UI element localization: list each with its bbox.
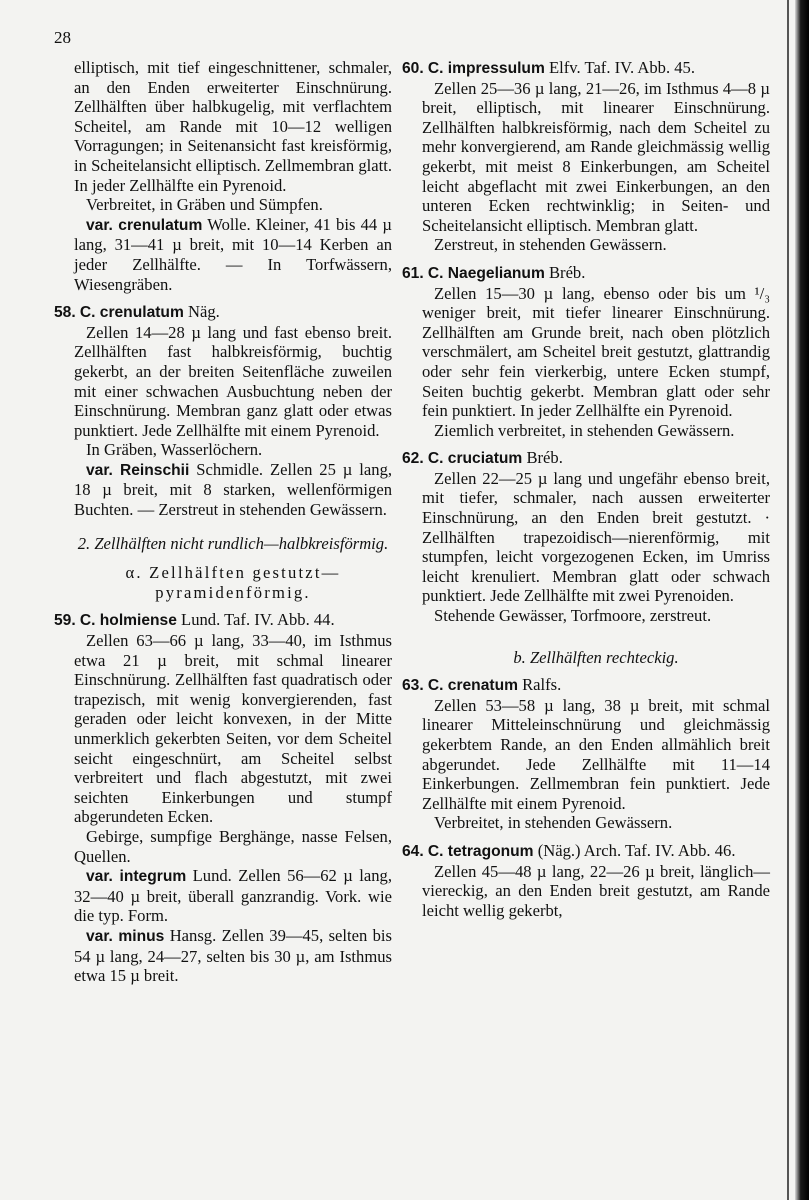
species-description: Zellen 45—48 µ lang, 22—26 µ breit, länglich—viereckig, an den Enden breit gestutzt, am Rande leicht wellig gekerbt, bbox=[422, 861, 770, 920]
species-name: C. Naegelianum bbox=[427, 264, 545, 282]
variety-name: var. integrum bbox=[86, 868, 187, 886]
section-heading-2: 2. Zellhälften nicht rundlich—halbkreisförmig. bbox=[77, 533, 389, 553]
species-author: Näg. bbox=[183, 302, 220, 322]
species-author: Lund. Taf. IV. Abb. 44. bbox=[176, 610, 335, 630]
page-edge-shadow bbox=[795, 0, 809, 1200]
species-author: (Näg.) Arch. Taf. IV. Abb. 46. bbox=[533, 840, 736, 860]
species-entry-59 bbox=[54, 610, 392, 986]
right-column bbox=[402, 58, 770, 920]
variety-paragraph bbox=[74, 460, 392, 520]
species-description: Zellen 14—28 µ lang und fast ebenso breit. Zellhälften fast halbkreisförmig, buchtig gekerbt, an der breiten Seitenfläche zuweilen mit einer schwachen Ausbuchtung neben der Einschnürung. Membran ganz glatt oder etwas punktiert. Jede Zellhälfte mit einem Pyrenoid. bbox=[74, 322, 392, 440]
species-entry-58 bbox=[54, 302, 393, 520]
variety-name: var. crenulatum bbox=[86, 216, 203, 234]
species-number: 61. bbox=[402, 264, 424, 282]
left-column bbox=[54, 58, 393, 986]
species-description: Zellen 53—58 µ lang, 38 µ breit, mit schmal linearer Mitteleinschnürung und gleichmässig gekerbtem Rande, an den Enden allmählich breit abgerundet. Jede Zellhälfte mit 11—14 Einkerbungen. Zellmembran fein punktiert. Jede Zellhälfte mit einem Pyrenoid. bbox=[422, 695, 770, 813]
species-author: Bréb. bbox=[544, 262, 586, 282]
habitat-text: Zerstreut, in stehenden Gewässern. bbox=[434, 235, 667, 255]
subsection-heading-b: b. Zellhälften rechteckig. bbox=[513, 647, 679, 667]
species-number: 60. bbox=[402, 60, 424, 77]
species-entry-62 bbox=[402, 448, 770, 626]
variety-text: Hansg. Zellen 39—45, selten bis 54 µ lang, 24—27, selten bis 30 µ, am Isthmus etwa 15 µ breit. bbox=[74, 925, 392, 986]
species-heading bbox=[402, 58, 770, 79]
variety-paragraph bbox=[74, 866, 392, 926]
habitat-text: In Gräben, Wasserlöchern. bbox=[86, 440, 263, 460]
species-heading bbox=[402, 841, 770, 862]
page-binding-line bbox=[787, 0, 789, 1200]
species-number: 63. bbox=[402, 677, 424, 695]
species-name: C. cruciatum bbox=[427, 450, 523, 468]
habitat-text: Verbreitet, in stehenden Gewässern. bbox=[434, 813, 673, 833]
species-heading bbox=[402, 263, 770, 284]
species-number: 59. bbox=[54, 612, 76, 630]
page-number: 28 bbox=[54, 28, 71, 47]
species-description: Zellen 25—36 µ lang, 21—26, im Isthmus 4—8 µ breit, elliptisch, mit linearer Einschnürung. Zellhälften halbkreisförmig, nach dem Scheitel zu mehr konvergierend, am Rande gleichmässig wellig gekerbt, mit meist 8 Einkerbungen, am Scheitel leicht abgeflacht mit zwei Einkerbungen, an den unteren Ecken rechtwinklig; in Seiten- und Scheitelansicht elliptisch. Membran glatt. bbox=[422, 78, 770, 235]
species-name: C. tetragonum bbox=[427, 842, 534, 860]
species-author: Elfv. Taf. IV. Abb. 45. bbox=[544, 58, 695, 77]
species-entry-60 bbox=[402, 58, 770, 255]
species-heading bbox=[402, 675, 770, 696]
variety-name: var. Reinschii bbox=[86, 461, 190, 479]
variety-text: Lund. Zellen 56—62 µ lang, 32—40 µ breit, überall ganzrandig. Vork. wie die typ. Form. bbox=[74, 866, 392, 926]
species-entry-64 bbox=[402, 840, 770, 920]
species-number: 64. bbox=[402, 842, 424, 860]
species-description: Zellen 63—66 µ lang, 33—40, im Isthmus etwa 21 µ breit, mit schmal linearer Einschnürung. Zellhälften fast quadratisch oder trapezisch, mit wenig konvergierenden, fast geraden oder leicht konvexen, in der Mitte unmerklich gekerbten Seiten, vor dem Scheitel seicht eingeschnürt, am Scheitel selbst verbreitert und flach abgestutzt, mit zwei seichten Einkerbungen und stumpf abgerundeten Ecken. bbox=[74, 631, 392, 827]
subsection-heading-alpha: α. Zellhälften gestutzt—pyramidenförmig. bbox=[125, 563, 341, 602]
variety-paragraph bbox=[74, 926, 392, 986]
species-description: Zellen 22—25 µ lang und ungefähr ebenso breit, mit tiefer, schmaler, nach aussen erweiterter Einschnürung, an den Enden breit gestutzt. · Zellhälften trapezoidisch—nierenförmig, mit stumpfen, leicht vorgezogenen Ecken, im Umriss leicht krenuliert. Membran glatt oder schwach punktiert. Jede Zellhälfte mit zwei Pyrenoiden. bbox=[422, 468, 770, 606]
habitat-text: Ziemlich verbreitet, in stehenden Gewässern. bbox=[434, 420, 735, 440]
variety-name: var. minus bbox=[86, 927, 165, 945]
species-description: Zellen 15—30 µ lang, ebenso oder bis um ¹/₃ weniger breit, mit tiefer linearer Einschnürung. Zellhälften am Grunde breit, nach oben plötzlich verschmälert, am Scheitel breit gestutzt, glattrandig oder sehr fein vierkerbig, untere Ecken stumpf, Seiten buchtig gekerbt. Membran glatt oder sehr fein punktiert. In jeder Zellhälfte ein Pyrenoid. bbox=[422, 283, 770, 421]
species-number: 58. bbox=[54, 304, 76, 322]
species-name: C. impressulum bbox=[427, 60, 545, 77]
species-heading bbox=[402, 448, 770, 469]
continued-description: elliptisch, mit tief eingeschnittener, schmaler, an den Enden erweiterter Einschnürung. Zellhälften über halbkugelig, mit verflachtem Scheitel, am Rande mit 10—12 welligen Vorragungen; in Seitenansicht fast kreisförmig, in Scheitelansicht elliptisch. Zellmembran glatt. In jeder Zellhälfte ein Pyrenoid. bbox=[74, 58, 392, 195]
variety-text: Wolle. Kleiner, 41 bis 44 µ lang, 31—41 µ breit, mit 10—14 Kerben an jeder Zellhälfte. — In Torfwässern, Wiesengräben. bbox=[74, 214, 392, 294]
habitat-text: Verbreitet, in Gräben und Sümpfen. bbox=[86, 195, 323, 215]
species-heading bbox=[54, 302, 392, 323]
species-entry-61 bbox=[402, 262, 770, 440]
habitat-text: Gebirge, sumpfige Berghänge, nasse Felsen, Quellen. bbox=[74, 826, 392, 866]
species-number: 62. bbox=[402, 450, 424, 468]
habitat-text: Stehende Gewässer, Torfmoore, zerstreut. bbox=[434, 606, 712, 626]
variety-text: Schmidle. Zellen 25 µ lang, 18 µ breit, mit 8 starken, wellenförmigen Buchten. — Zerstreut in stehenden Gewässern. bbox=[74, 459, 393, 520]
species-author: Bréb. bbox=[522, 448, 563, 468]
species-heading bbox=[54, 610, 392, 631]
species-author: Ralfs. bbox=[517, 675, 562, 695]
species-entry-63 bbox=[402, 675, 770, 833]
variety-paragraph bbox=[74, 215, 392, 294]
species-name: C. crenatum bbox=[427, 677, 518, 695]
species-name: C. holmiense bbox=[79, 612, 177, 630]
species-name: C. crenulatum bbox=[79, 304, 184, 322]
